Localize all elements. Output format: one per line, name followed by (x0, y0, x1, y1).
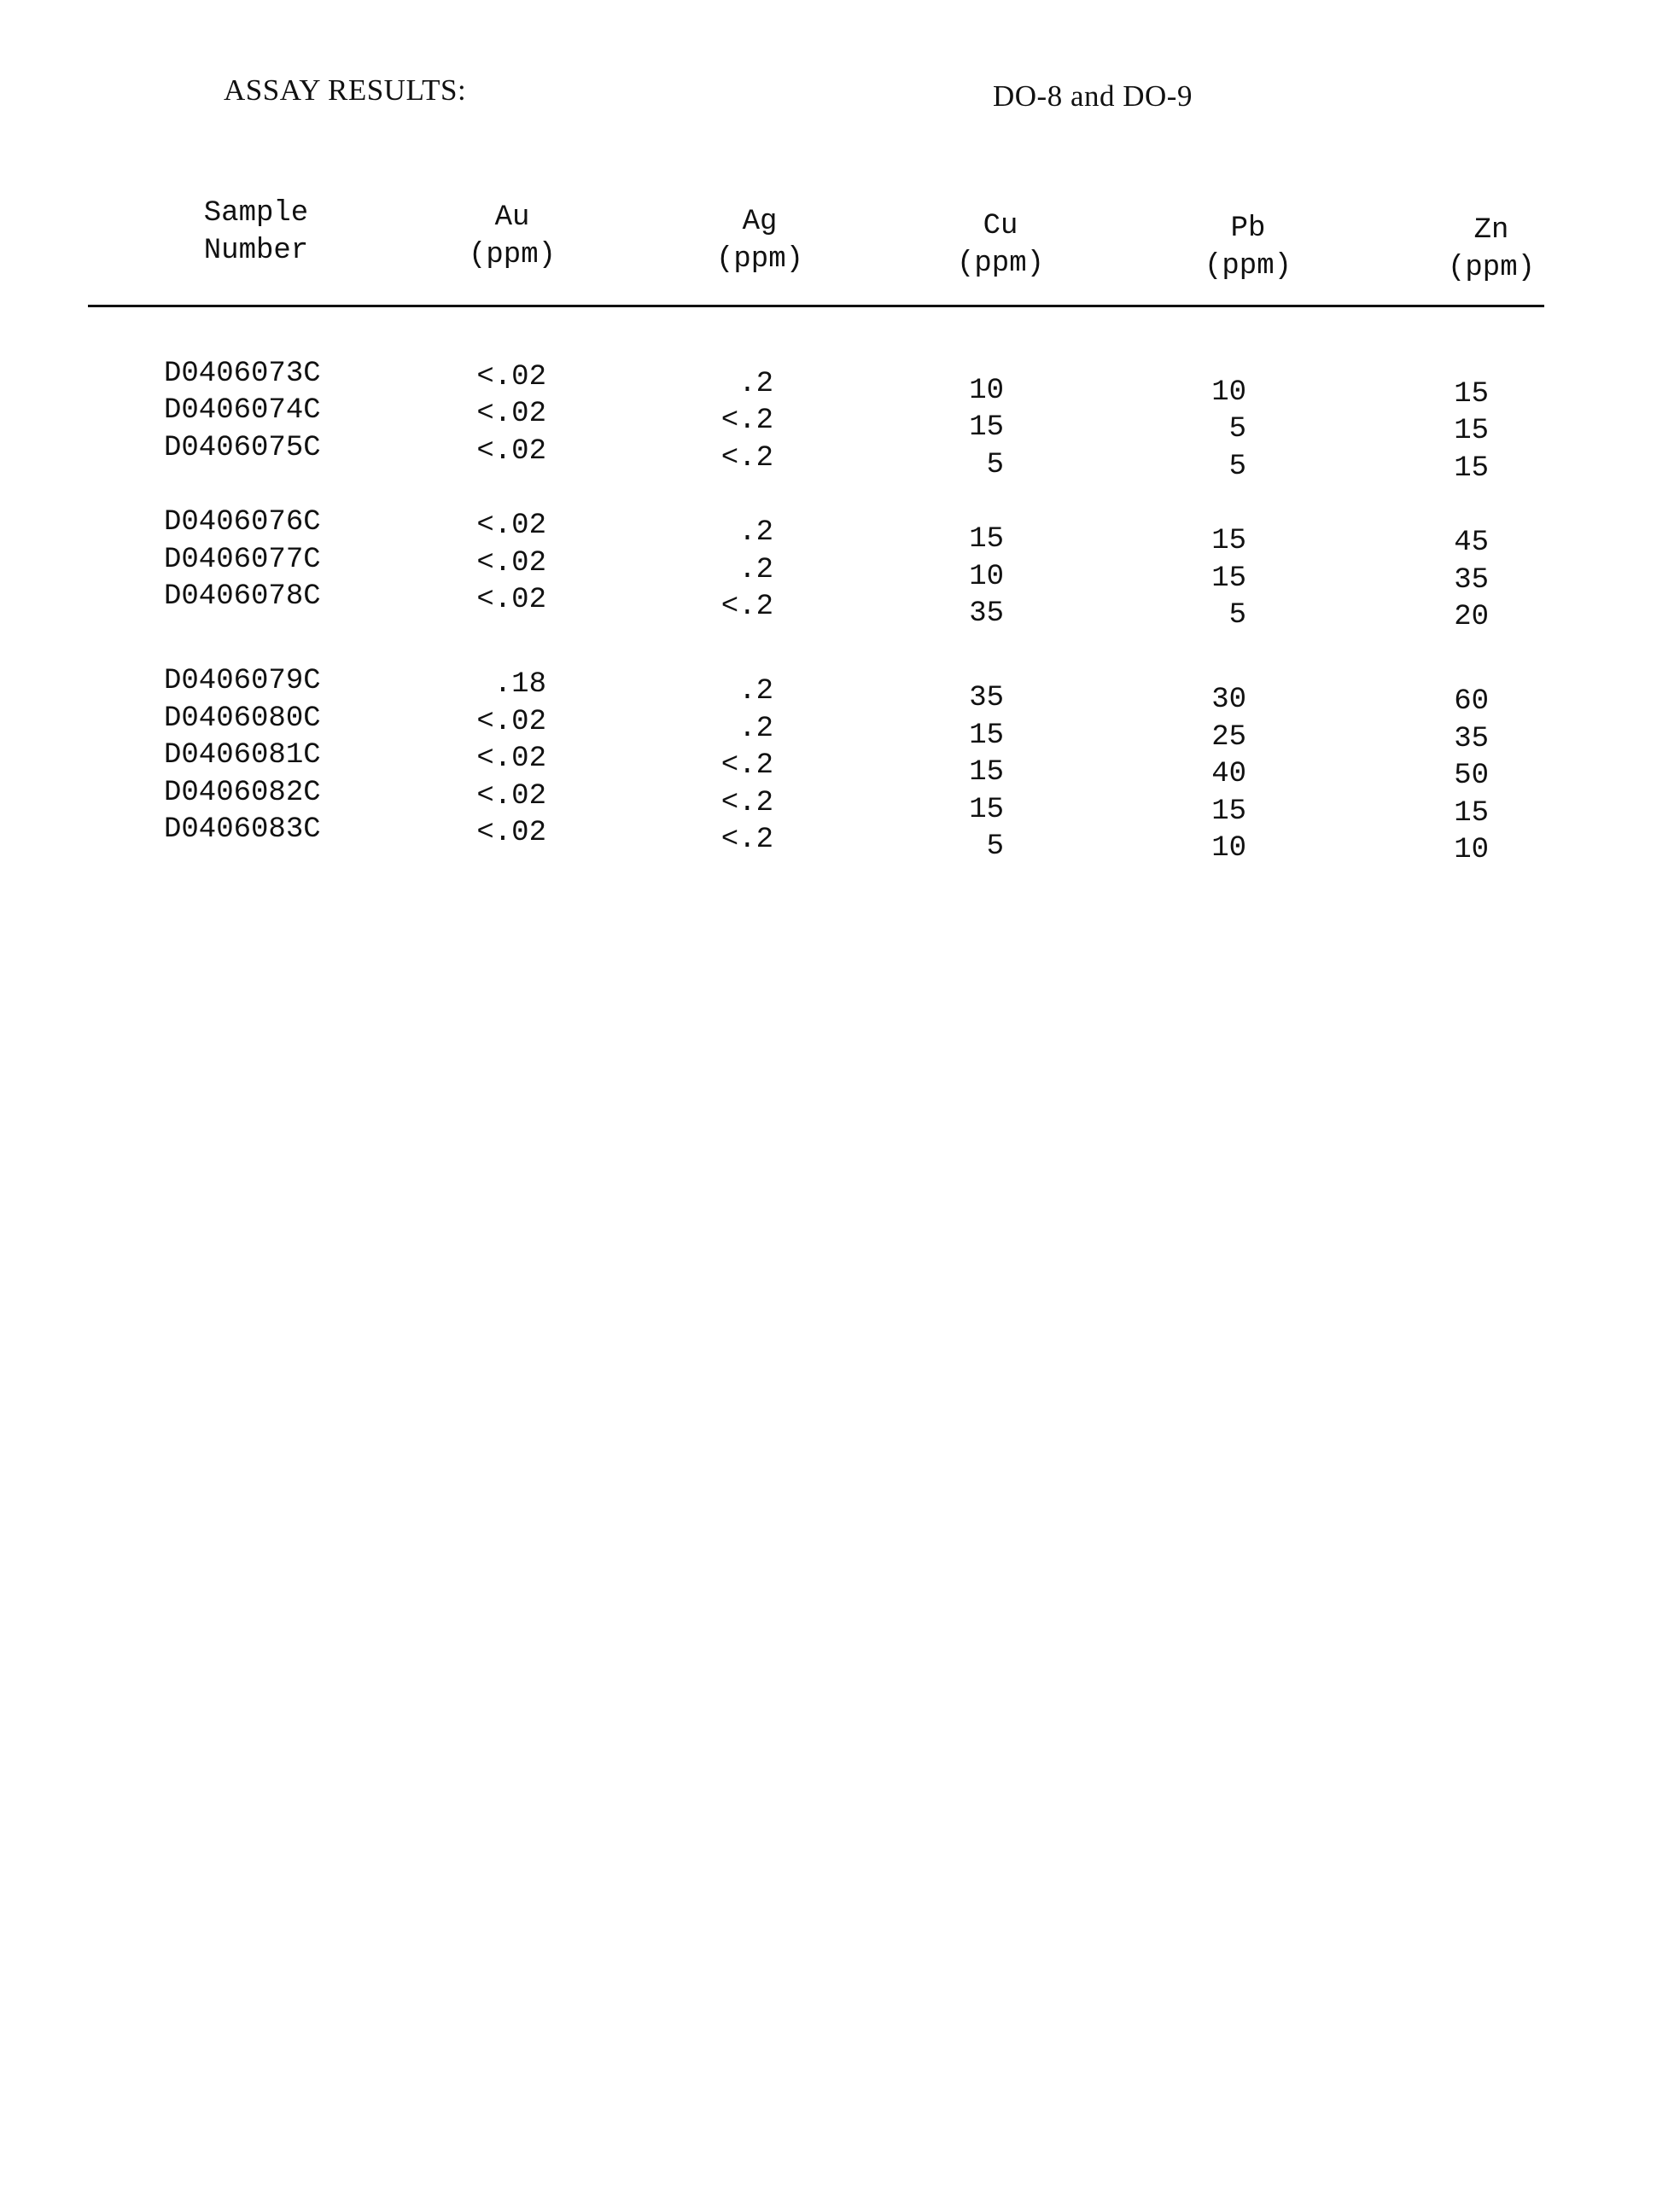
cell-zn: 20 (1454, 601, 1489, 633)
cell-cu: 35 (969, 597, 1004, 630)
column-header-line2: (ppm) (715, 243, 804, 276)
cell-sample: D0406075C (164, 432, 321, 464)
cell-cu: 15 (969, 794, 1004, 826)
cell-ag: .2 (738, 675, 773, 708)
column-header-line1: Sample (203, 197, 309, 230)
cell-au: <.02 (476, 547, 546, 580)
cell-ag: <.2 (720, 591, 773, 623)
cell-cu: 5 (986, 449, 1004, 481)
cell-sample: D0406073C (164, 358, 321, 390)
cell-pb: 15 (1211, 525, 1246, 557)
column-header-line1: Ag (742, 206, 778, 238)
cell-cu: 15 (969, 411, 1004, 444)
column-header-line1: Au (494, 201, 530, 234)
cell-cu: 15 (969, 523, 1004, 556)
cell-sample: D0406081C (164, 739, 321, 772)
cell-ag: <.2 (720, 405, 773, 437)
cell-au: <.02 (476, 706, 546, 738)
document-title: ASSAY RESULTS: (224, 73, 467, 107)
cell-sample: D0406076C (164, 506, 321, 539)
cell-pb: 5 (1228, 599, 1246, 632)
cell-ag: <.2 (720, 749, 773, 782)
cell-pb: 30 (1211, 684, 1246, 716)
column-header-line2: (ppm) (468, 239, 557, 271)
column-header-sample (188, 195, 324, 270)
column-header-au (461, 199, 563, 274)
cell-cu: 15 (969, 720, 1004, 752)
cell-au: <.02 (476, 780, 546, 813)
cell-zn: 45 (1454, 527, 1489, 559)
cell-ag: .2 (738, 713, 773, 745)
cell-pb: 40 (1211, 758, 1246, 790)
column-header-line2: (ppm) (956, 248, 1045, 280)
cell-au: <.02 (476, 510, 546, 542)
cell-ag: <.2 (720, 824, 773, 856)
cell-zn: 15 (1454, 452, 1489, 485)
cell-pb: 5 (1228, 451, 1246, 483)
column-header-ag (709, 203, 811, 278)
cell-zn: 35 (1454, 564, 1489, 597)
cell-cu: 35 (969, 682, 1004, 714)
cell-cu: 5 (986, 830, 1004, 863)
cell-au: .18 (493, 668, 546, 701)
cell-ag: <.2 (720, 787, 773, 819)
cell-sample: D0406077C (164, 544, 321, 576)
cell-zn: 35 (1454, 723, 1489, 755)
column-header-zn (1440, 212, 1543, 287)
cell-au: <.02 (476, 817, 546, 849)
cell-pb: 25 (1211, 721, 1246, 754)
cell-zn: 10 (1454, 834, 1489, 866)
column-header-line2: (ppm) (1447, 252, 1536, 284)
cell-au: <.02 (476, 361, 546, 393)
cell-ag: .2 (738, 554, 773, 586)
column-header-line1: Zn (1473, 214, 1509, 247)
cell-zn: 15 (1454, 378, 1489, 411)
column-header-line1: Pb (1230, 213, 1266, 245)
cell-sample: D0406074C (164, 394, 321, 427)
header-divider (88, 305, 1544, 307)
cell-au: <.02 (476, 398, 546, 430)
cell-cu: 15 (969, 756, 1004, 789)
column-header-line2: (ppm) (1204, 250, 1292, 283)
column-header-line2: Number (203, 235, 309, 267)
cell-pb: 10 (1211, 376, 1246, 409)
cell-zn: 15 (1454, 797, 1489, 830)
cell-pb: 5 (1228, 413, 1246, 446)
cell-au: <.02 (476, 435, 546, 468)
cell-pb: 10 (1211, 832, 1246, 865)
cell-au: <.02 (476, 743, 546, 775)
cell-sample: D0406079C (164, 665, 321, 697)
cell-sample: D0406078C (164, 580, 321, 613)
cell-zn: 15 (1454, 415, 1489, 447)
cell-sample: D0406083C (164, 813, 321, 846)
cell-sample: D0406082C (164, 777, 321, 809)
cell-ag: .2 (738, 368, 773, 400)
column-header-line1: Cu (983, 210, 1018, 242)
cell-au: <.02 (476, 584, 546, 616)
document-subtitle: DO-8 and DO-9 (993, 79, 1193, 113)
cell-cu: 10 (969, 375, 1004, 407)
cell-ag: .2 (738, 516, 773, 549)
cell-zn: 60 (1454, 685, 1489, 718)
cell-pb: 15 (1211, 562, 1246, 595)
cell-sample: D0406080C (164, 702, 321, 735)
column-header-pb (1197, 210, 1299, 285)
cell-zn: 50 (1454, 760, 1489, 792)
cell-pb: 15 (1211, 795, 1246, 828)
column-header-cu (949, 207, 1052, 283)
cell-ag: <.2 (720, 442, 773, 475)
cell-cu: 10 (969, 561, 1004, 593)
